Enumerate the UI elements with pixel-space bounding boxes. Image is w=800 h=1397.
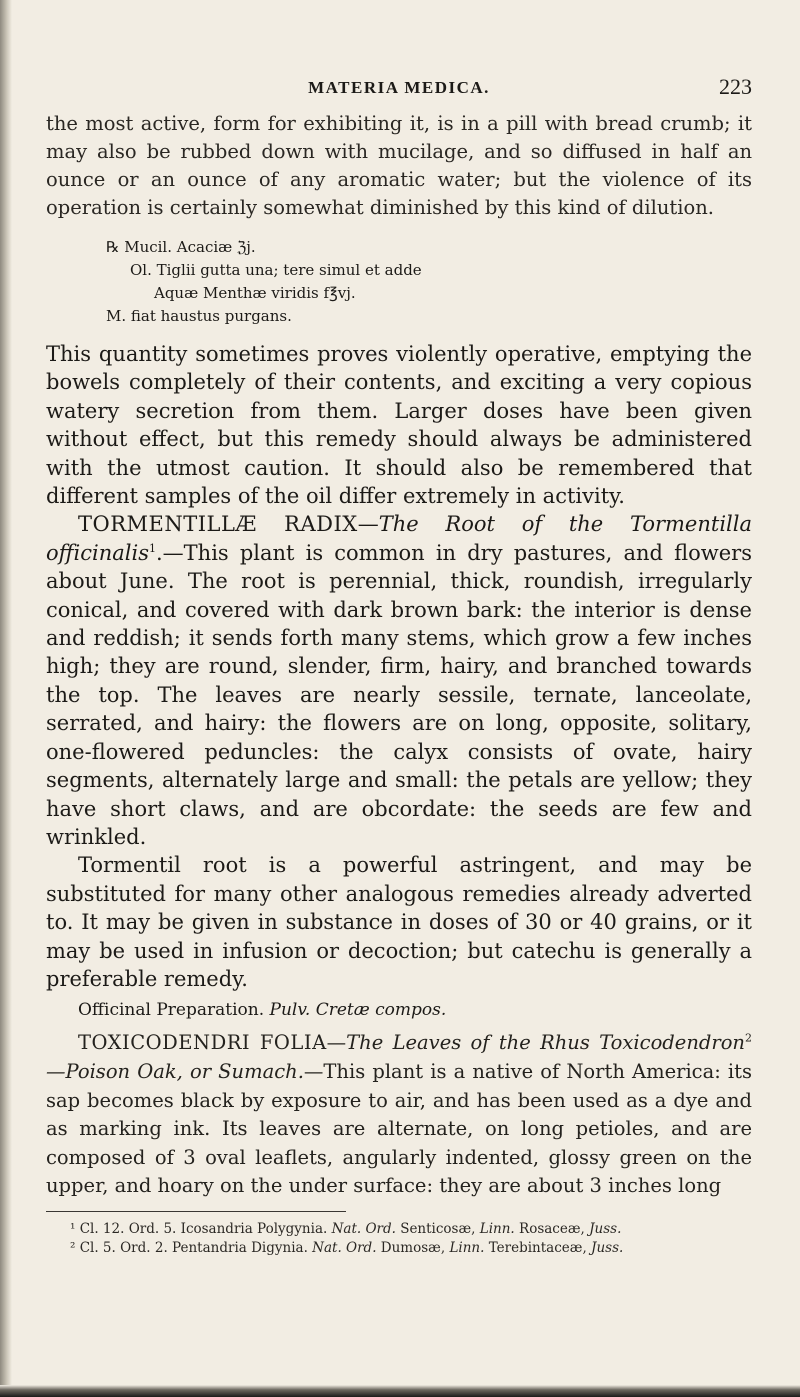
footnote-ref: 2 [745,1031,752,1045]
footnote-text: Linn. [479,1220,515,1237]
prescription-block [106,236,752,328]
entry-title: The Leaves of the Rhus Toxicodendron [346,1031,745,1055]
running-title: MATERIA MEDICA. [308,78,490,97]
entry-description: .—This plant is common in dry pastures, and flowers about June. The root is perennial, thick, roundish, irregularly conical, and covered with dark brown bark: the interior is dense and reddish; it sends forth many stems, which grow a few inches high; they are round, slender, firm, hairy, and branched towards the top. The leaves are nearly sessile, ternate, lanceolate, serrated, and hairy: the flowers are on long, opposite, solitary, one-flowered peduncles: the calyx consists of ovate, hairy segments, alternately large and small: the petals are yellow; they have short claws, and are obcordate: the seeds are few and wrinkled. [46,540,752,849]
entry-description: —This plant is a native of North America: its sap becomes black by exposure to air, and has been used as a dye and as marking ink. Its leaves are alternate, on long petioles, and are composed of 3 oval leaflets, angularly indented, glossy green on the upper, and hoary on the under surface: they are about 3 inches long [46,1059,753,1198]
footnote-rule [46,1211,346,1212]
footnote-text: Dumosæ, [376,1239,450,1256]
footnote-text: ¹ Cl. 12. Ord. 5. Icosandria Polygynia. [70,1220,332,1237]
prescription-line: M. fiat haustus purgans. [106,307,292,325]
entry-heading: TORMENTILLÆ RADIX [78,512,358,537]
prescription-line: ℞ Mucil. Acaciæ ℨj. [106,238,256,256]
entry-common-name: —Poison Oak, or Sumach. [46,1059,304,1083]
footnote-text: Terebintaceæ, [484,1239,592,1256]
footnote-text: Nat. Ord. [312,1239,377,1256]
paragraph-effects: This quantity sometimes proves violently operative, emptying the bowels completely of their contents, and exciting a very copious watery secretion from them. Larger doses have been given without effect, but this remedy should always be administered with the utmost caution. It should also be remembered that different samples of the oil differ extremely in activity. [46,342,752,509]
officinal-preparation [78,997,752,1023]
footnote-text: Linn. [449,1239,485,1256]
heading-dash: — [357,512,379,537]
running-head [46,70,752,110]
book-page [46,70,752,1258]
footnote-text: Senticosæ, [395,1220,480,1237]
prescription-line: Ol. Tiglii gutta una; tere simul et adde [130,261,422,279]
entry-heading: TOXICODENDRI FOLIA [78,1031,327,1055]
entry-tormentilla [46,510,752,851]
footnote-2 [46,1239,752,1258]
page-number: 223 [719,74,752,99]
officinal-value: Pulv. Cretæ compos. [269,1000,447,1021]
entry-toxicodendron [46,1029,752,1201]
page-bottom-edge [0,1385,800,1397]
officinal-label: Officinal Preparation. [78,1000,265,1021]
footnote-1 [46,1220,752,1239]
page-binding-edge [0,0,12,1397]
footnote-text: Nat. Ord. [331,1220,396,1237]
footnote-text: Juss. [589,1220,622,1237]
footnote-text: Juss. [591,1239,624,1256]
footnote-ref: 1 [148,541,156,555]
heading-dash: — [326,1031,347,1055]
footnote-text: Rosaceæ, [514,1220,590,1237]
footnotes [46,1220,752,1258]
prescription-line: Aquæ Menthæ viridis f℥vj. [154,284,356,302]
paragraph-tormentil-uses: Tormentil root is a powerful astringent, and may be substituted for many other analogous remedies already adverted to. It may be given in substance in doses of 30 or 40 grains, or it may be used in infusion or decoction; but catechu is generally a preferable remedy. [46,853,752,991]
footnote-text: ² Cl. 5. Ord. 2. Pentandria Digynia. [70,1239,313,1256]
paragraph-continued: the most active, form for exhibiting it, is in a pill with bread crumb; it may also be rubbed down with mucilage, and so diffused in half an ounce or an ounce of any aromatic water; but the violence of its operation is certainly somewhat diminished by this kind of dilution. [46,112,752,219]
entry-title: The Root of the Tormentilla officinalis [46,512,752,565]
